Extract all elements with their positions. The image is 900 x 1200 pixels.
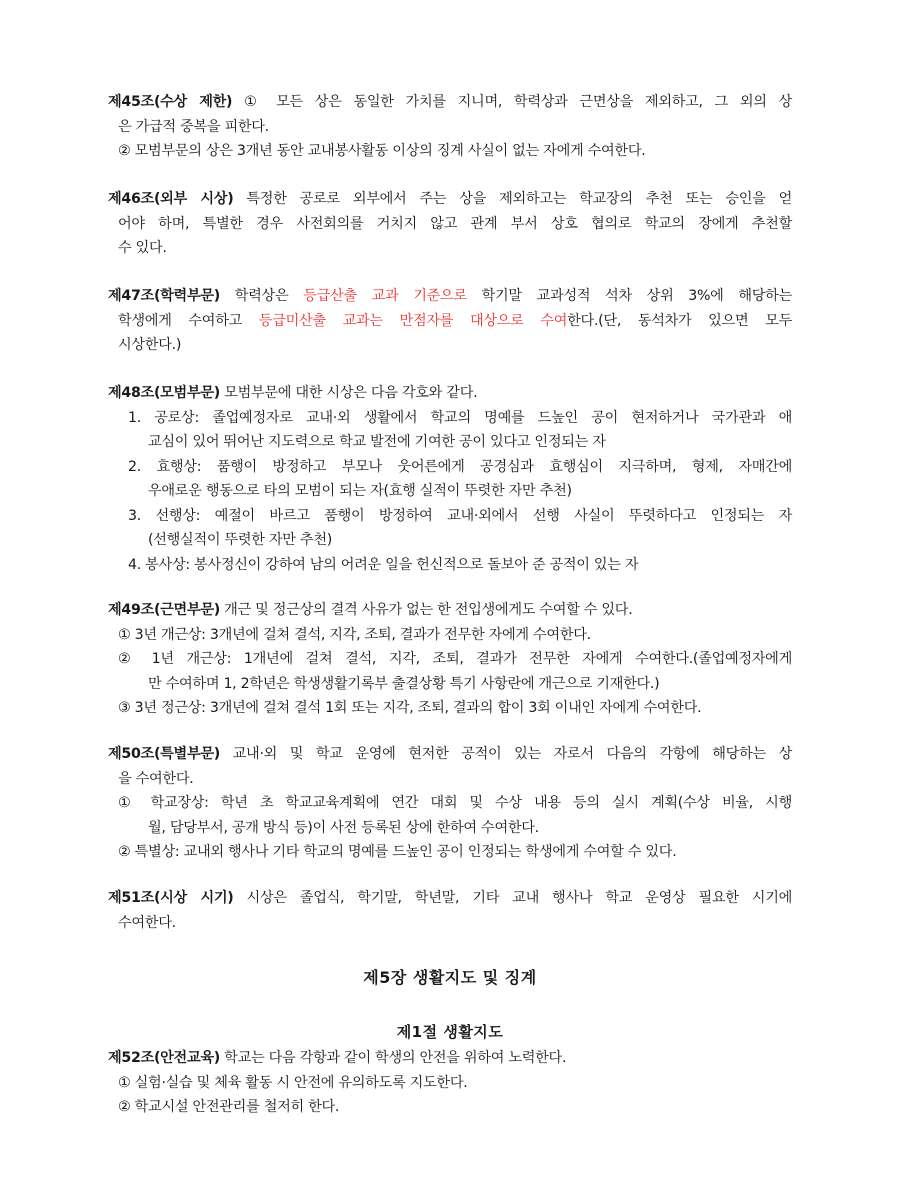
article-45-title: 제45조(수상 제한) bbox=[108, 94, 233, 110]
article-52-item-2: ② 학교시설 안전관리를 철저히 한다. bbox=[118, 1099, 340, 1115]
chapter-heading: 제5장 생활지도 및 징계 bbox=[363, 968, 537, 987]
article-49-title: 제49조(근면부문) bbox=[108, 602, 220, 618]
article-49-intro: 개근 및 정근상의 결격 사유가 없는 한 전입생에게도 수여할 수 있다. bbox=[219, 602, 633, 618]
article-48-item-1-cont: 교심이 있어 뛰어난 지도력으로 학교 발전에 기여한 공이 있다고 인정되는 자 bbox=[148, 434, 606, 450]
article-50-cont: 을 수여한다. bbox=[118, 770, 194, 787]
article-47-title: 제47조(학력부문) bbox=[108, 288, 220, 304]
article-51-title: 제51조(시상 시기) bbox=[108, 890, 234, 906]
article-45 bbox=[108, 90, 792, 164]
article-51-text: 시상은 졸업식, 학기말, 학년말, 기타 교내 행사나 학교 운영상 필요한 시기에 bbox=[233, 890, 792, 906]
article-51 bbox=[108, 886, 792, 935]
article-52 bbox=[108, 1046, 792, 1120]
article-47-highlight-1: 등급산출 교과 기준으로 bbox=[303, 288, 467, 304]
article-50-title: 제50조(특별부문) bbox=[108, 746, 220, 762]
article-49-item-3: ③ 3년 정근상: 3개년에 걸쳐 결석 1회 또는 지각, 조퇴, 결과의 합이 3회 이내인 자에게 수여한다. bbox=[118, 700, 702, 716]
article-51-cont: 수여한다. bbox=[118, 914, 176, 931]
article-48-item-1: 1. 공로상: 졸업예정자로 교내·외 생활에서 학교의 명예를 드높인 공이 현저하거나 국가관과 애 bbox=[128, 409, 792, 426]
article-45-cont: 은 가급적 중복을 피한다. bbox=[118, 118, 269, 135]
article-48-title: 제48조(모범부문) bbox=[108, 385, 220, 401]
article-48-intro: 모범부문에 대한 시상은 다음 각호와 같다. bbox=[219, 385, 478, 401]
article-52-intro: 학교는 다음 각항과 같이 학생의 안전을 위하여 노력한다. bbox=[219, 1050, 567, 1066]
article-46-cont-1: 어야 하며, 특별한 경우 사전회의를 거치지 않고 관계 부서 상호 협의로 학교의 장에게 추천할 bbox=[118, 215, 792, 232]
article-46-title: 제46조(외부 시상) bbox=[108, 191, 234, 207]
article-50-item-1: ① 학교장상: 학년 초 학교교육계획에 연간 대회 및 수상 내용 등의 실시 계획(수상 비율, 시행 bbox=[118, 795, 792, 811]
article-47-cont: 학생에게 수여하고 bbox=[118, 312, 259, 329]
article-47-text-2: 학기말 교과성적 석차 상위 3%에 해당하는 bbox=[466, 288, 792, 304]
article-47-cont-2: 한다.(단, 동석차가 있으면 모두 bbox=[567, 312, 792, 329]
article-48 bbox=[108, 381, 792, 577]
article-50-item-1-cont: 월, 담당부서, 공개 방식 등)이 사전 등록된 상에 한하여 수여한다. bbox=[148, 819, 539, 836]
article-48-item-3: 3. 선행상: 예절이 바르고 품행이 방정하여 교내·외에서 선행 사실이 뚜렷하다고 인정되는 자 bbox=[128, 507, 792, 524]
article-52-title: 제52조(안전교육) bbox=[108, 1050, 220, 1066]
article-47 bbox=[108, 284, 792, 358]
article-49-item-2-cont: 만 수여하며 1, 2학년은 학생생활기록부 출결상황 특기 사항란에 개근으로 기재한다.) bbox=[148, 675, 660, 692]
article-47-cont-3: 시상한다.) bbox=[118, 337, 182, 353]
article-50 bbox=[108, 742, 792, 865]
article-45-item-2: ② 모범부문의 상은 3개년 동안 교내봉사활동 이상의 징계 사실이 없는 자에게 수여한다. bbox=[118, 143, 646, 159]
article-47-text: 학력상은 bbox=[219, 288, 304, 304]
article-48-item-2-cont: 우애로운 행동으로 타의 모범이 되는 자(효행 실적이 뚜렷한 자만 추천) bbox=[148, 483, 572, 499]
article-46 bbox=[108, 187, 792, 261]
article-49-item-1: ① 3년 개근상: 3개년에 걸쳐 결석, 지각, 조퇴, 결과가 전무한 자에게 수여한다. bbox=[118, 626, 591, 643]
article-49 bbox=[108, 598, 792, 721]
article-48-item-2: 2. 효행상: 품행이 방정하고 부모나 웃어른에게 공경심과 효행심이 지극하며, 형제, 자매간에 bbox=[128, 458, 792, 475]
article-50-item-2: ② 특별상: 교내외 행사나 기타 학교의 명예를 드높인 공이 인정되는 학생에게 수여할 수 있다. bbox=[118, 844, 677, 860]
article-46-cont-2: 수 있다. bbox=[118, 240, 167, 256]
article-50-text: 교내·외 및 학교 운영에 현저한 공적이 있는 자로서 다음의 각항에 해당하는 상 bbox=[219, 746, 792, 762]
article-46-text: 특정한 공로로 외부에서 주는 상을 제외하고는 학교장의 추천 또는 승인을 얻 bbox=[233, 191, 792, 207]
article-52-item-1: ① 실험·실습 및 체육 활동 시 안전에 유의하도록 지도한다. bbox=[118, 1074, 468, 1091]
article-48-item-3-cont: (선행실적이 뚜렷한 자만 추천) bbox=[148, 532, 332, 548]
article-47-highlight-2: 등급미산출 교과는 만점자를 대상으로 수여 bbox=[258, 312, 568, 329]
article-45-text: ① 모든 상은 동일한 가치를 지니며, 학력상과 근면상을 제외하고, 그 외의 상 bbox=[232, 94, 792, 110]
section-heading: 제1절 생활지도 bbox=[396, 1023, 504, 1041]
article-49-item-2: ② 1년 개근상: 1개년에 걸쳐 결석, 지각, 조퇴, 결과가 전무한 자에게 수여한다.(졸업예정자에게 bbox=[118, 651, 792, 667]
article-48-item-4: 4. 봉사상: 봉사정신이 강하여 남의 어려운 일을 헌신적으로 돌보아 준 공적이 있는 자 bbox=[128, 556, 639, 573]
